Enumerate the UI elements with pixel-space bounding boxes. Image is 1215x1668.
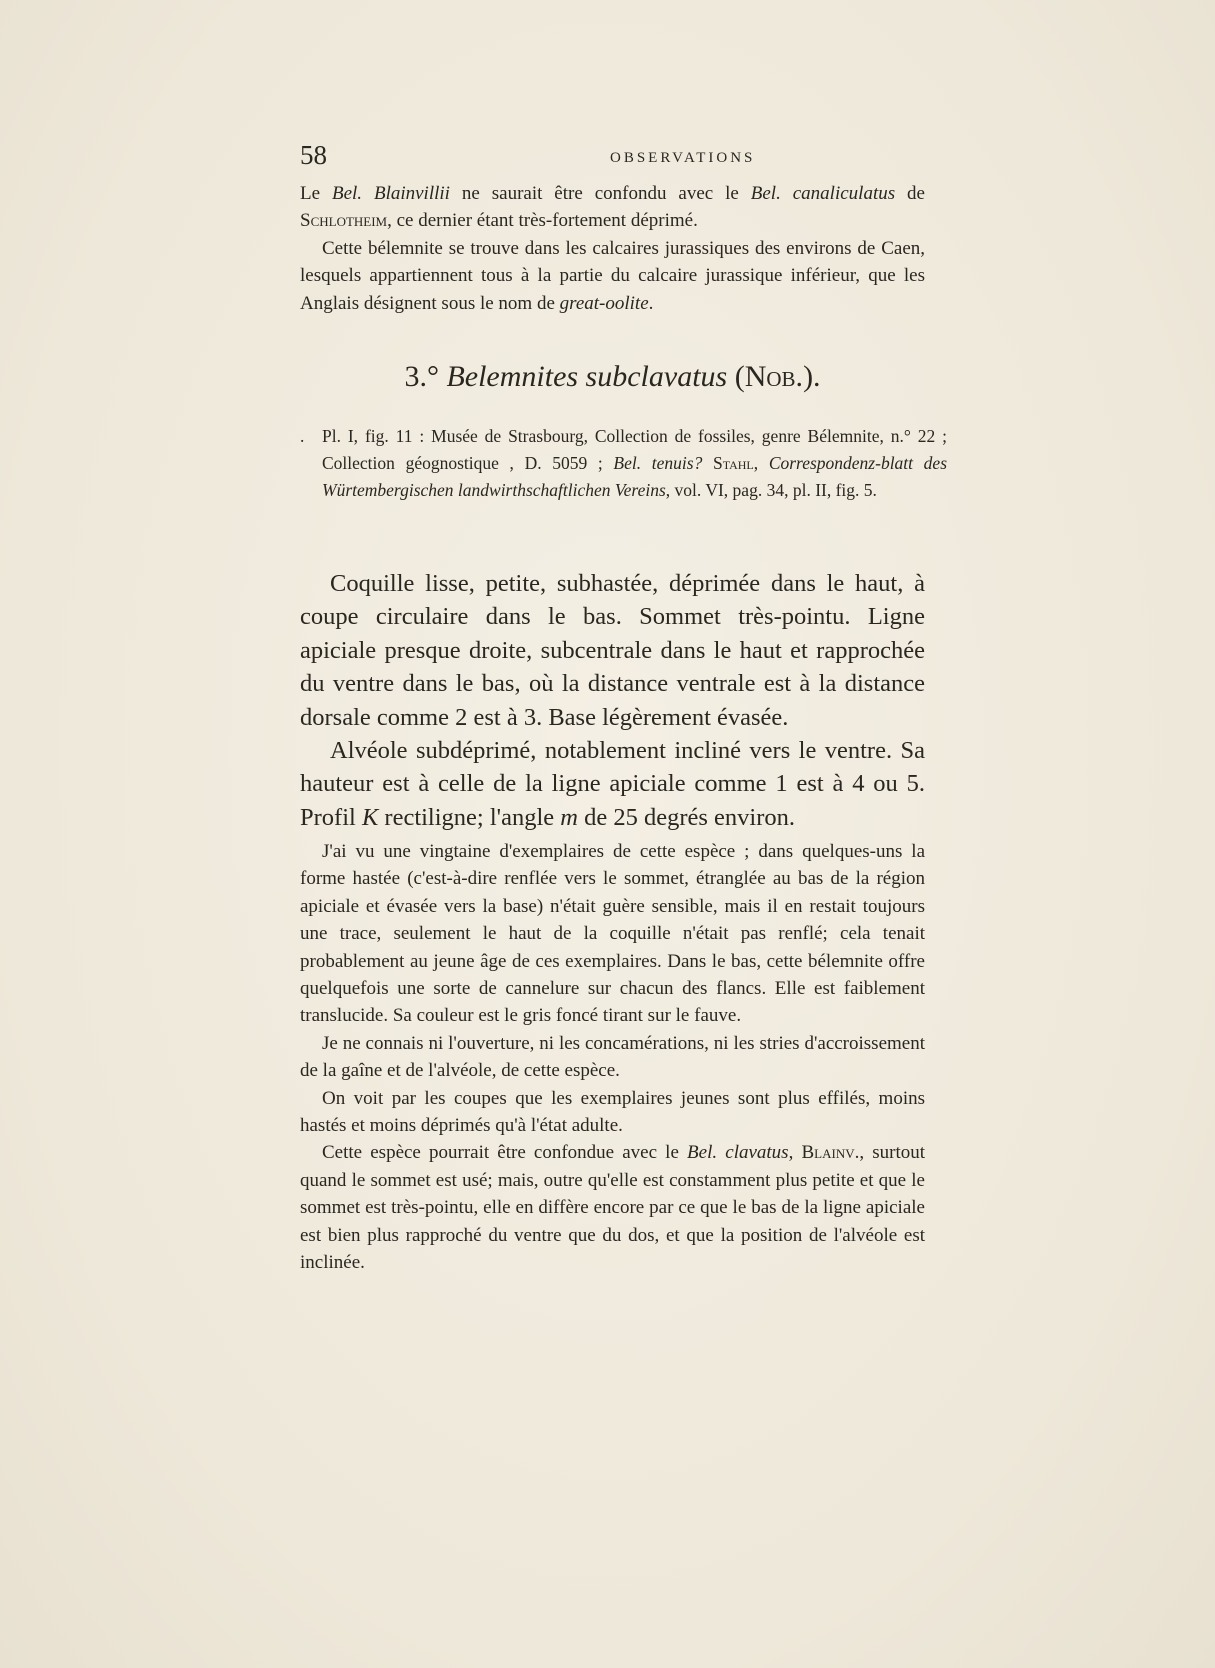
species-name: Belemnites subclavatus (446, 360, 728, 393)
page-header (300, 140, 925, 174)
observation-paragraph-4: Cette espèce pourrait être confondue avec le Bel. clavatus, Blainv., surtout quand le sommet est usé; mais, outre qu'elle est constamment plus petite et que le sommet est très-pointu, elle en diffère encore par ce que le bas de la ligne apiciale est bien plus rapproché du ventre que du dos, et que la position de l'alvéole est inclinée. (300, 1142, 926, 1274)
description-paragraph-1: Coquille lisse, petite, subhastée, déprimée dans le haut, à coupe circulaire dans le bas. Sommet très-pointu. Ligne apiciale presque droite, subcentrale dans le haut et rapprochée du ventre dans le bas, où la distance ventrale est à la distance dorsale comme 2 est à 3. Base légèrement évasée. (300, 570, 925, 731)
running-head: OBSERVATIONS (610, 150, 756, 166)
intro-paragraph-2: Cette bélemnite se trouve dans les calcaires jurassiques des environs de Caen, lesquels appartiennent tous à la partie du calcaire jurassique inférieur, que les Anglais désignent sous le nom de great-oolite. (300, 237, 925, 314)
species-author: Nob. (744, 360, 804, 393)
journal-title: Correspondenz-blatt des Würtembergischen landwirthschaftlichen Vereins (322, 453, 948, 500)
observation-paragraph-3: On voit par les coupes que les exemplaires jeunes sont plus effilés, moins hastés et moins déprimés qu'à l'état adulte. (300, 1087, 925, 1137)
formation-term: great-oolite (559, 292, 649, 314)
description-block (300, 567, 925, 834)
author-name: Blainv. (801, 1142, 860, 1164)
taxon-name: Bel. tenuis? (613, 453, 703, 473)
taxon-name: Bel. clavatus (687, 1142, 789, 1164)
observation-paragraph-2: Je ne connais ni l'ouverture, ni les concamérations, ni les stries d'accroissement de la gaîne et de l'alvéole, de cette espèce. (300, 1032, 925, 1082)
intro-section (300, 180, 925, 317)
description-paragraph-2: Alvéole subdéprimé, notablement incliné vers le ventre. Sa hauteur est à celle de la ligne apiciale comme 1 est à 4 ou 5. Profil K rectiligne; l'angle m de 25 degrés environ. (300, 737, 925, 831)
taxon-name: Bel. canaliculatus (750, 183, 896, 204)
author-name: Schlotheim (300, 210, 388, 232)
intro-paragraph-1: Le Bel. Blainvillii ne saurait être confondu avec le Bel. canaliculatus de Schlotheim, ce dernier étant très-fortement déprimé. (300, 183, 925, 232)
synonymy-block: . Pl. I, fig. 11 : Musée de Strasbourg, Collection de fossiles, genre Bélemnite, n.° 22 ; Collection géognostique , D. 5059 ; Bel. tenuis? Stahl, Correspondenz-blatt des Würtembergischen landwirthschaftlichen Vereins, vol. VI, pag. 34, pl. II, fig. 5. (300, 426, 948, 500)
observations-block (300, 838, 925, 1277)
author-name: Stahl (713, 453, 754, 473)
taxon-name: Bel. Blainvillii (331, 183, 450, 204)
page-number: 58 (300, 140, 327, 170)
species-heading: 3.° Belemnites subclavatus (Nob.). (404, 360, 821, 393)
observation-paragraph-1: J'ai vu une vingtaine d'exemplaires de cette espèce ; dans quelques-uns la forme hastée (c'est-à-dire renflée vers le sommet, étranglée au bas de la région apiciale et évasée vers la base) n'était guère sensible, mais il en restait toujours une trace, seulement le haut de la coquille n'était pas renflé; cela tenait probablement au jeune âge de ces exemplaires. Dans le bas, cette bélemnite offre quelquefois une sorte de cannelure sur chacun des flancs. Elle est faiblement translucide. Sa couleur est le gris foncé tirant sur le fauve. (300, 841, 925, 1027)
